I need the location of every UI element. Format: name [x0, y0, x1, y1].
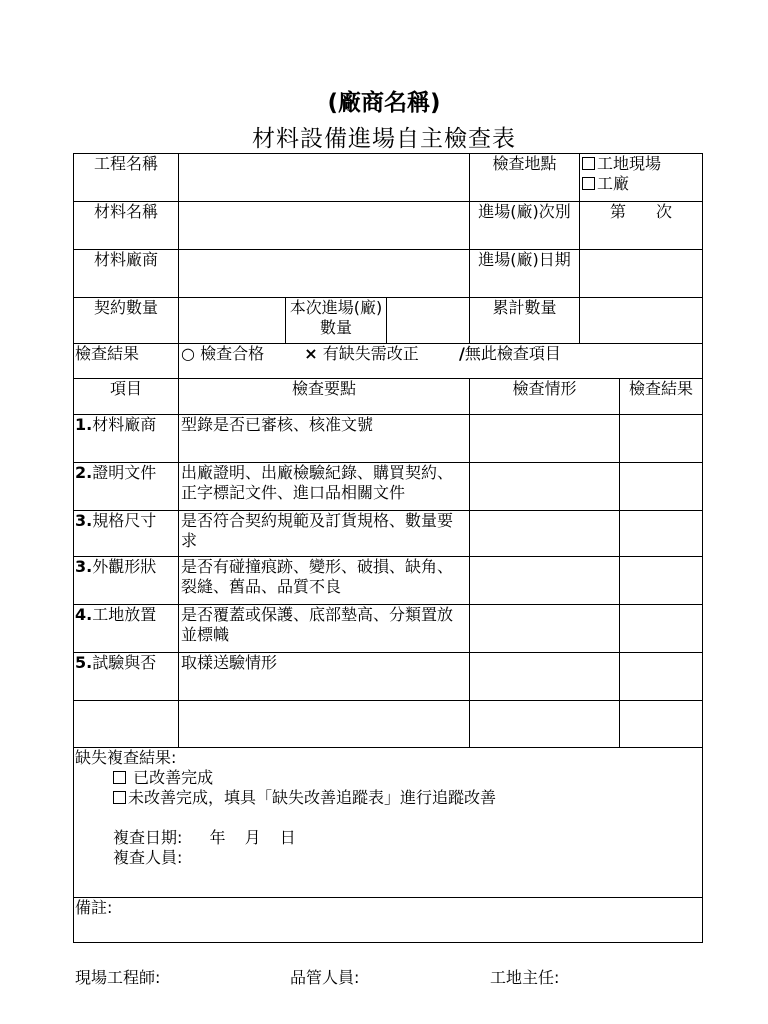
- header-item: 項目: [74, 379, 179, 415]
- day-label: 日: [279, 828, 296, 847]
- result-cell[interactable]: [620, 415, 703, 463]
- fail-symbol: ×: [304, 344, 318, 363]
- status-cell[interactable]: [470, 701, 620, 748]
- month-label: 月: [244, 828, 261, 847]
- contract-qty-field[interactable]: [179, 298, 286, 344]
- checklist-table: [73, 378, 703, 748]
- remarks-field[interactable]: [74, 898, 703, 943]
- item-cell: 3.外觀形狀: [74, 557, 179, 605]
- entry-count-field[interactable]: [580, 202, 703, 250]
- material-name-field[interactable]: [179, 202, 470, 250]
- project-name-field[interactable]: [179, 154, 470, 202]
- header-status: 檢查情形: [470, 379, 620, 415]
- remarks-label: 備註:: [75, 898, 113, 917]
- improved-checkbox[interactable]: [113, 771, 126, 784]
- result-cell[interactable]: [620, 653, 703, 701]
- entry-date-label: 進場(廠)日期: [470, 250, 580, 298]
- review-table: [73, 747, 703, 943]
- entry-count-suffix: 次: [656, 202, 673, 221]
- header-result: 檢查結果: [620, 379, 703, 415]
- material-vendor-field[interactable]: [179, 250, 470, 298]
- review-date-line: [75, 828, 701, 848]
- result-cell[interactable]: [620, 605, 703, 653]
- year-label: 年: [209, 828, 226, 847]
- status-cell[interactable]: [470, 415, 620, 463]
- entry-date-field[interactable]: [580, 250, 703, 298]
- item-cell: 5.試驗與否: [74, 653, 179, 701]
- review-date-label: 複查日期:: [113, 828, 183, 847]
- site-director-signature-label: 工地主任:: [490, 968, 560, 987]
- factory-checkbox[interactable]: [582, 177, 595, 190]
- entry-count-prefix: 第: [610, 202, 627, 221]
- table-row: [74, 463, 703, 511]
- review-title: 缺失複查結果:: [75, 748, 177, 767]
- review-person-label: 複查人員:: [113, 848, 183, 867]
- na-text: 無此檢查項目: [464, 344, 561, 363]
- point-cell: 是否覆蓋或保護、底部墊高、分類置放並標幟: [179, 605, 470, 653]
- this-entry-qty-label: 本次進場(廠)數量: [286, 298, 387, 344]
- contract-qty-label: 契約數量: [74, 298, 179, 344]
- pass-text: 檢查合格: [200, 344, 265, 363]
- company-name: (廠商名稱): [327, 90, 441, 116]
- legend-content: [179, 344, 703, 379]
- status-cell[interactable]: [470, 463, 620, 511]
- header-point: 檢查要點: [179, 379, 470, 415]
- legend-label: 檢查結果: [74, 344, 179, 379]
- status-cell[interactable]: [470, 557, 620, 605]
- result-cell[interactable]: [620, 511, 703, 557]
- item-cell[interactable]: [74, 701, 179, 748]
- table-row: [74, 511, 703, 557]
- entry-count-label: 進場(廠)次別: [470, 202, 580, 250]
- cumulative-qty-label: 累計數量: [470, 298, 580, 344]
- point-cell: 出廠證明、出廠檢驗紀錄、購買契約、正字標記文件、進口品相關文件: [179, 463, 470, 511]
- point-cell[interactable]: [179, 701, 470, 748]
- review-section: [74, 748, 703, 898]
- site-checkbox[interactable]: [582, 157, 595, 170]
- point-cell: 是否有碰撞痕跡、變形、破損、缺角、裂縫、舊品、品質不良: [179, 557, 470, 605]
- result-cell[interactable]: [620, 463, 703, 511]
- improved-label: 已改善完成: [133, 768, 214, 787]
- inspection-location-field: [580, 154, 703, 202]
- cumulative-qty-field[interactable]: [580, 298, 703, 344]
- item-cell: 3.規格尺寸: [74, 511, 179, 557]
- point-cell: 型錄是否已審核、核准文號: [179, 415, 470, 463]
- table-row: [74, 605, 703, 653]
- table-row: [74, 653, 703, 701]
- info-table: [73, 153, 703, 344]
- table-row: [74, 415, 703, 463]
- status-cell[interactable]: [470, 653, 620, 701]
- material-name-label: 材料名稱: [74, 202, 179, 250]
- legend-table: [73, 343, 703, 379]
- table-row: [74, 557, 703, 605]
- not-improved-label: 未改善完成，填具「缺失改善追蹤表」進行追蹤改善: [128, 788, 497, 807]
- fail-text: 有缺失需改正: [322, 344, 419, 363]
- result-cell[interactable]: [620, 701, 703, 748]
- pass-symbol: ○: [181, 344, 195, 363]
- na-symbol: /: [458, 344, 465, 363]
- point-cell: 取樣送驗情形: [179, 653, 470, 701]
- point-cell: 是否符合契約規範及訂貨規格、數量要求: [179, 511, 470, 557]
- not-improved-checkbox[interactable]: [113, 791, 126, 804]
- status-cell[interactable]: [470, 511, 620, 557]
- project-name-label: 工程名稱: [74, 154, 179, 202]
- item-cell: 2.證明文件: [74, 463, 179, 511]
- status-cell[interactable]: [470, 605, 620, 653]
- form-title: 材料設備進場自主檢查表: [252, 126, 516, 152]
- table-row: [74, 701, 703, 748]
- factory-option-label: 工廠: [597, 174, 630, 193]
- result-cell[interactable]: [620, 557, 703, 605]
- item-cell: 1.材料廠商: [74, 415, 179, 463]
- item-cell: 4.工地放置: [74, 605, 179, 653]
- qc-signature-label: 品管人員:: [290, 968, 360, 987]
- inspection-location-label: 檢查地點: [470, 154, 580, 202]
- site-option-label: 工地現場: [597, 154, 662, 173]
- engineer-signature-label: 現場工程師:: [75, 968, 161, 987]
- this-entry-qty-field[interactable]: [387, 298, 470, 344]
- material-vendor-label: 材料廠商: [74, 250, 179, 298]
